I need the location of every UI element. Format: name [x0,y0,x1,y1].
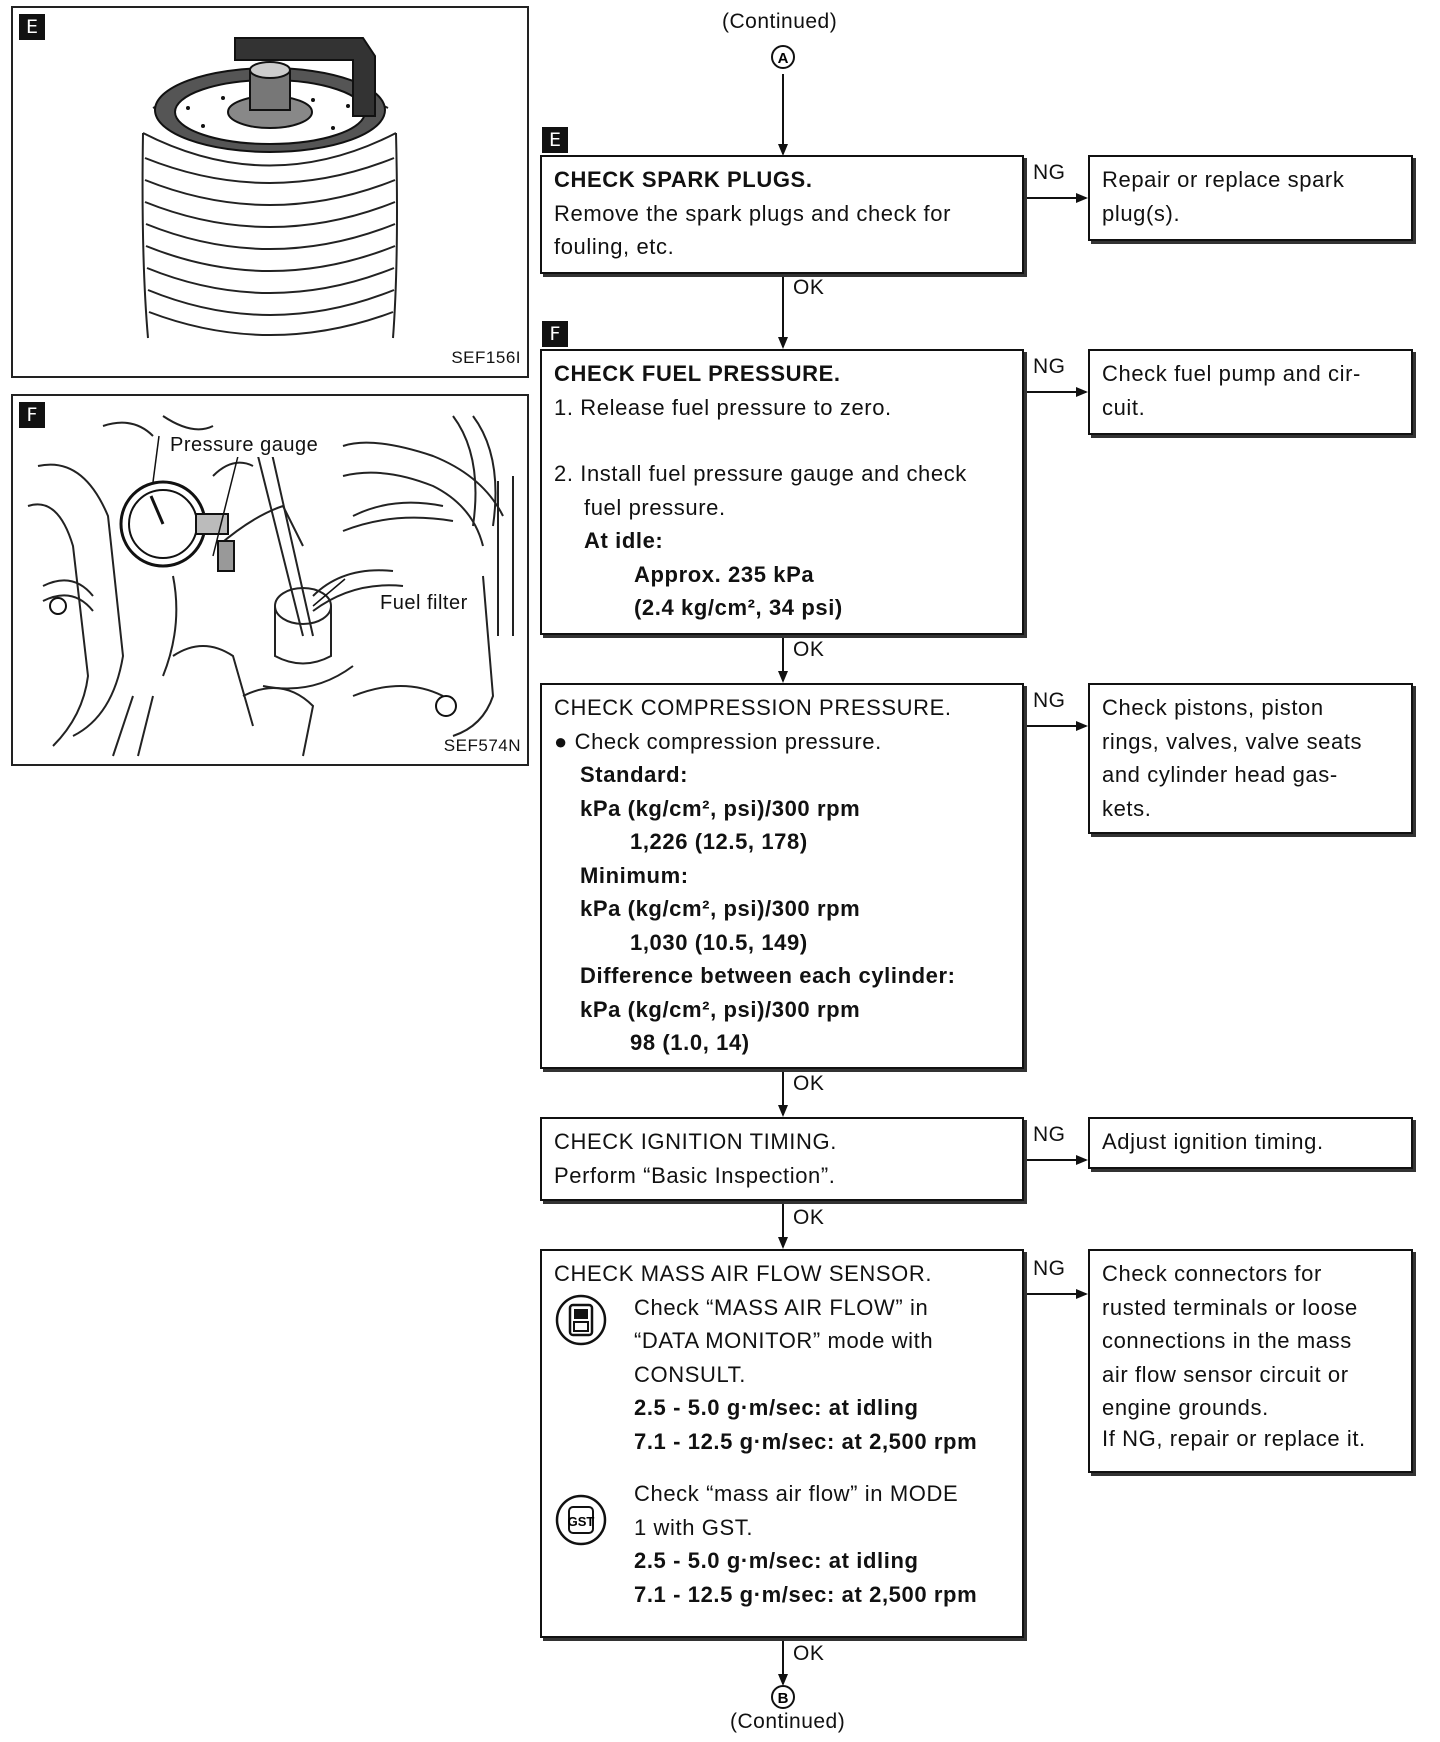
ng-line: plug(s). [1102,200,1181,226]
difference-label: Difference between each cylinder: [580,963,956,988]
consult-icon [554,1293,608,1352]
ng-action-fuel-pressure [1088,349,1413,435]
step-title: CHECK COMPRESSION PRESSURE. [554,695,952,720]
ng-line: kets. [1102,795,1152,821]
connector-b-letter: B [777,1690,789,1707]
unit-line: kPa (kg/cm², psi)/300 rpm [580,795,861,821]
gst-icon-label: GST [567,1514,595,1529]
gst-line: Check “mass air flow” in MODE [634,1481,959,1506]
consult-line: Check “MASS AIR FLOW” in [634,1294,929,1320]
idle-label: At idle: [584,528,664,553]
ng-label-f: NG [1033,355,1066,378]
ng-action-compression [1088,683,1413,834]
connector-a-letter: A [777,50,789,67]
ng-line: Check pistons, piston [1102,695,1324,720]
ok-label-e: OK [793,276,825,299]
minimum-label: Minimum: [580,862,689,888]
consult-spec: 7.1 - 12.5 g·m/sec: at 2,500 rpm [634,1428,978,1454]
step-check-spark-plugs [540,155,1024,274]
minimum-value: 1,030 (10.5, 149) [630,929,808,955]
ok-label-maf: OK [793,1642,825,1665]
ok-label-compression: OK [793,1072,825,1095]
pressure-gauge-label: Pressure gauge [170,434,319,456]
gst-spec: 2.5 - 5.0 g·m/sec: at idling [634,1548,919,1573]
ng-line: engine grounds. [1102,1395,1269,1420]
ng-line: rings, valves, valve seats [1102,728,1363,754]
ng-line: Check fuel pump and cir- [1102,361,1361,386]
ng-line: Adjust ignition timing. [1102,1129,1324,1154]
ng-line: air flow sensor circuit or [1102,1361,1349,1387]
continued-top: (Continued) [722,10,838,33]
ng-action-ignition-timing [1088,1117,1413,1169]
ok-label-f: OK [793,638,825,661]
figure-tag-f: F [19,402,45,428]
gst-icon [554,1493,608,1552]
ng-line: Repair or replace spark [1102,167,1345,192]
unit-line: kPa (kg/cm², psi)/300 rpm [580,996,861,1022]
ng-line: cuit. [1102,394,1146,420]
ng-action-spark-plugs [1088,155,1413,241]
step-title: CHECK SPARK PLUGS. [554,167,813,192]
step-item-1: 1. Release fuel pressure to zero. [554,394,892,420]
ng-line: Check connectors for [1102,1261,1322,1286]
step-tag-e: E [542,127,568,153]
ng-line: connections in the mass [1102,1328,1352,1353]
continued-bottom: (Continued) [730,1710,846,1733]
figure-tag-e: E [19,14,45,40]
spec-value: (2.4 kg/cm², 34 psi) [634,595,843,620]
gst-line: 1 with GST. [634,1514,754,1540]
step-check-ignition-timing [540,1117,1024,1201]
figure-code-f: SEF574N [443,736,521,755]
consult-spec: 2.5 - 5.0 g·m/sec: at idling [634,1395,919,1420]
standard-label: Standard: [580,762,689,787]
unit-line: kPa (kg/cm², psi)/300 rpm [580,896,861,921]
spec-value: Approx. 235 kPa [634,561,815,587]
step-item-2: 2. Install fuel pressure gauge and check [554,461,967,486]
ng-action-mass-air-flow [1088,1249,1413,1473]
step-tag-f: F [542,321,568,347]
ng-line: rusted terminals or loose [1102,1294,1358,1320]
figure-code-e: SEF156I [451,348,521,367]
step-line: Remove the spark plugs and check for [554,200,952,226]
ng-label-compression: NG [1033,689,1066,712]
step-line: fouling, etc. [554,234,675,259]
bullet-icon: ● [554,728,568,754]
ng-line: and cylinder head gas- [1102,762,1338,787]
step-line: Perform “Basic Inspection”. [554,1162,836,1188]
consult-line: CONSULT. [634,1361,746,1387]
step-check-compression [540,683,1024,1069]
ng-label-maf: NG [1033,1257,1066,1280]
standard-value: 1,226 (12.5, 178) [630,829,808,854]
step-item-2-cont: fuel pressure. [584,494,726,520]
step-title: CHECK MASS AIR FLOW SENSOR. [554,1261,933,1286]
fuel-filter-label: Fuel filter [380,592,468,614]
step-title: CHECK IGNITION TIMING. [554,1129,837,1154]
step-title: CHECK FUEL PRESSURE. [554,361,841,386]
step-check-mass-air-flow [540,1249,1024,1638]
bullet-text: Check compression pressure. [574,728,882,754]
ng-label-timing: NG [1033,1123,1066,1146]
ok-label-timing: OK [793,1206,825,1229]
gst-spec: 7.1 - 12.5 g·m/sec: at 2,500 rpm [634,1581,978,1607]
ng-line: If NG, repair or replace it. [1102,1425,1366,1451]
step-check-fuel-pressure [540,349,1024,635]
consult-line: “DATA MONITOR” mode with [634,1328,934,1353]
difference-value: 98 (1.0, 14) [630,1030,750,1055]
ng-label-e: NG [1033,161,1066,184]
